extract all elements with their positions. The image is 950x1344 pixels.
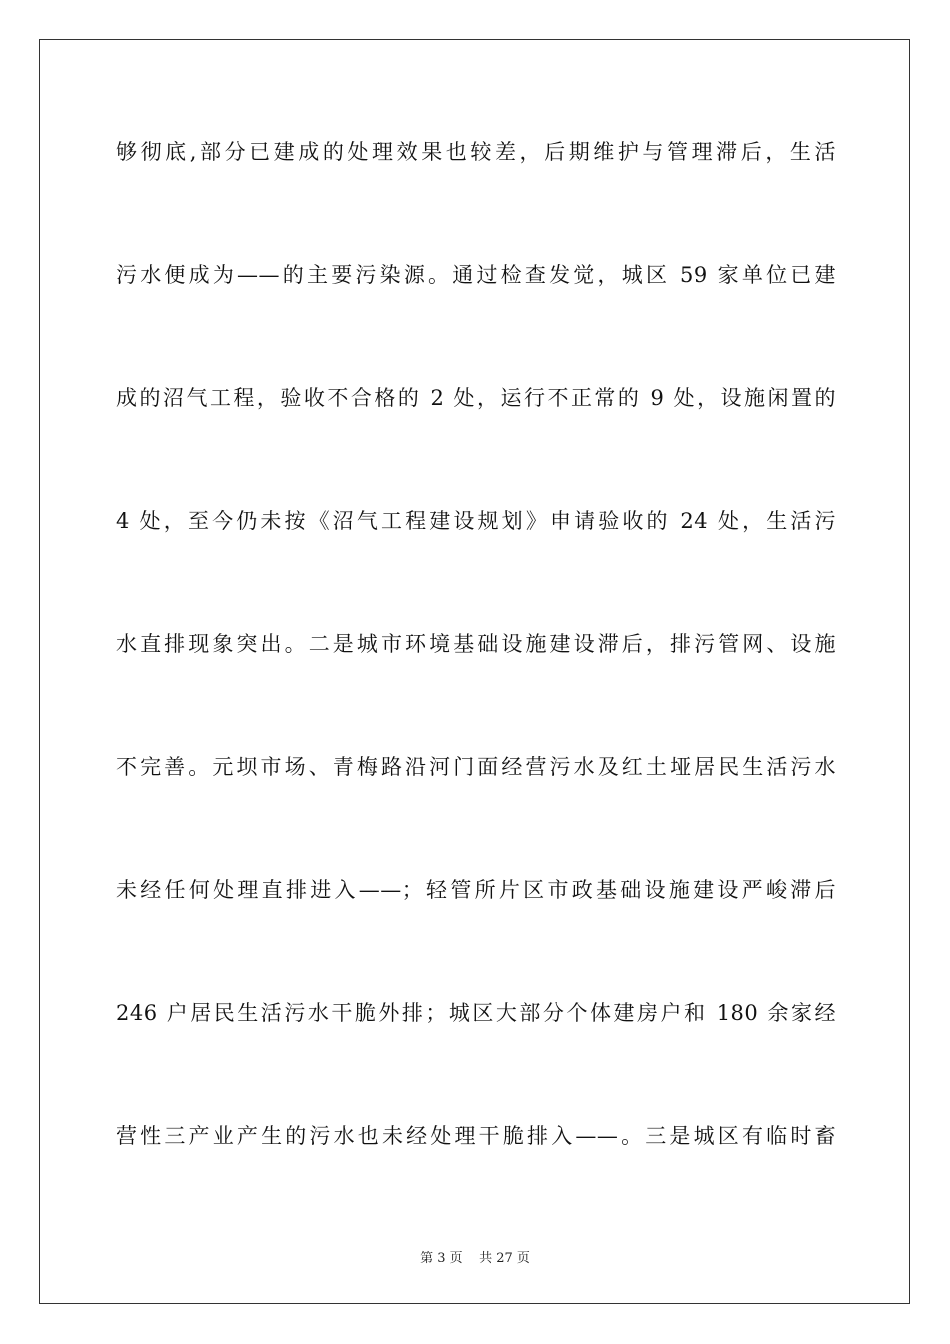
body-text-line: 够彻底,部分已建成的处理效果也较差，后期维护与管理滞后，生活 <box>116 140 836 164</box>
body-text-line: 246 户居民生活污水干脆外排；城区大部分个体建房户和 180 余家经 <box>116 1001 836 1025</box>
body-text-line: 污水便成为——的主要污染源。通过检查发觉，城区 59 家单位已建 <box>116 263 836 287</box>
body-text-line: 成的沼气工程，验收不合格的 2 处，运行不正常的 9 处，设施闲置的 <box>116 386 836 410</box>
body-text-line: 4 处，至今仍未按《沼气工程建设规划》申请验收的 24 处，生活污 <box>116 509 836 533</box>
body-text-line: 营性三产业产生的污水也未经处理干脆排入——。三是城区有临时畜 <box>116 1124 836 1148</box>
body-text-line: 水直排现象突出。二是城市环境基础设施建设滞后，排污管网、设施 <box>116 632 836 656</box>
body-text-line: 未经任何处理直排进入——；轻管所片区市政基础设施建设严峻滞后 <box>116 878 836 902</box>
page-border <box>39 39 910 1304</box>
page-number-footer: 第 3 页 共 27 页 <box>420 1251 530 1266</box>
body-text-line: 不完善。元坝市场、青梅路沿河门面经营污水及红土垭居民生活污水 <box>116 755 836 779</box>
